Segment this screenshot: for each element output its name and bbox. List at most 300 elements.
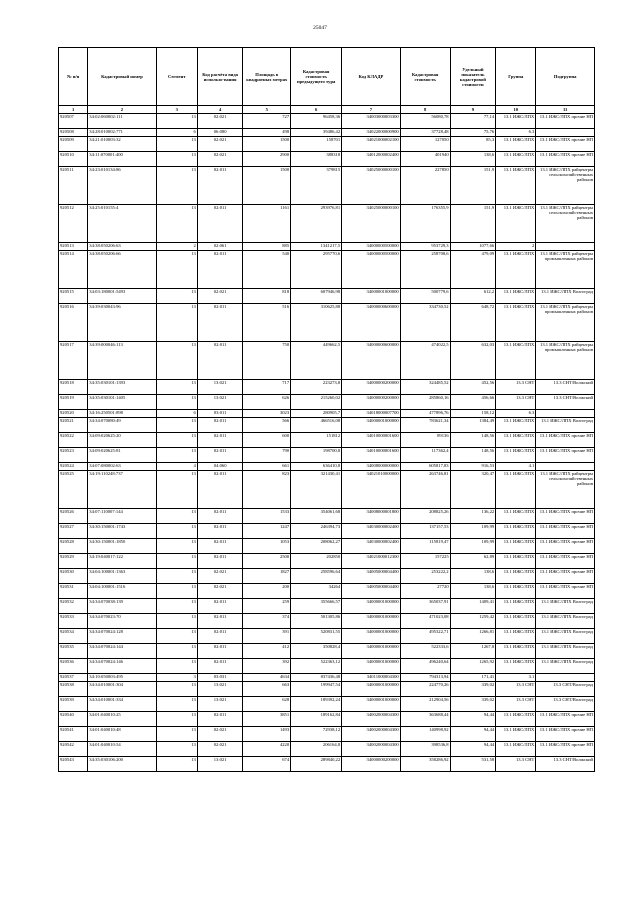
row-number-cell: 920531 <box>59 584 88 599</box>
segment-cell: 13 <box>156 554 197 569</box>
column-number: 11 <box>536 106 595 114</box>
group-cell: 13.1 ИЖС/ЛПХ <box>496 742 536 757</box>
area-cell: 1493 <box>243 727 291 742</box>
specific-cost-cell: 85,3 <box>450 137 496 152</box>
previous-cost-cell: 293976,81 <box>291 205 342 243</box>
area-cell: 1500 <box>243 137 291 152</box>
cadastral-number-cell: 34:34:010001:304 <box>88 682 156 697</box>
table-row <box>59 757 595 772</box>
specific-cost-cell: 158,12 <box>450 410 496 418</box>
segment-cell: 13 <box>156 712 197 727</box>
specific-cost-cell: 456,66 <box>450 395 496 410</box>
cadastral-number-cell: 34:34:070023:70 <box>88 614 156 629</box>
column-number: 4 <box>197 106 243 114</box>
table-row <box>59 418 595 433</box>
segment-cell: 13 <box>156 584 197 599</box>
specific-cost-cell: 138,6 <box>450 569 496 584</box>
subgroup-cell: 13.1 ИЖС/ЛПХ прочие НП <box>536 137 595 152</box>
table-row <box>59 304 595 342</box>
cadastral-number-cell: 34:30:150001:1850 <box>88 539 156 554</box>
previous-cost-cell: 501305,86 <box>291 614 342 629</box>
specific-cost-cell: 62,89 <box>450 554 496 569</box>
kladr-code-cell: 34030000002400 <box>342 539 401 554</box>
cadastral-cost-cell: 127050 <box>400 137 450 152</box>
kladr-code-cell: 34000001000000 <box>342 289 401 304</box>
cadastral-cost-cell: 263746,81 <box>400 471 450 509</box>
table-row <box>59 569 595 584</box>
area-cell: 600 <box>243 433 291 448</box>
kladr-code-cell: 34025000000100 <box>342 167 401 205</box>
table-row <box>59 395 595 410</box>
previous-cost-cell: 34264 <box>291 584 342 599</box>
subgroup-cell: 13.1 ИЖС/ЛПХ прочие НП <box>536 114 595 129</box>
subgroup-cell: 13.1 ИЖС/ЛПХ прочие НП <box>536 448 595 463</box>
specific-cost-cell: 171,41 <box>450 674 496 682</box>
cadastral-number-cell: 34:10:050003:495 <box>88 674 156 682</box>
previous-cost-cell: 636410,8 <box>291 463 342 471</box>
previous-cost-cell: 350828,4 <box>291 644 342 659</box>
previous-cost-cell: 388318 <box>291 152 342 167</box>
area-cell: 2500 <box>243 554 291 569</box>
cadastral-cost-cell: 89136 <box>400 433 450 448</box>
kladr-code-cell: 34018000007700 <box>342 410 401 418</box>
subgroup-cell: 13.1 ИЖС/ЛПХ райцентры промышленных районов <box>536 342 595 380</box>
cadastral-number-cell: 34:39:030043:96 <box>88 304 156 342</box>
cadastral-number-cell: 34:38:050206:63 <box>88 243 156 251</box>
cadastral-cost-cell: 176355,9 <box>400 205 450 243</box>
kladr-code-cell: 34021000002100 <box>342 137 401 152</box>
previous-cost-cell: 321430,41 <box>291 471 342 509</box>
specific-cost-cell: 94,44 <box>450 712 496 727</box>
subgroup-cell: 13.3 СНТ/Волгоград <box>536 682 595 697</box>
specific-cost-cell: 151,9 <box>450 167 496 205</box>
kladr-code-cell: 34000001000000 <box>342 614 401 629</box>
usage-code-cell: 02:021 <box>197 569 243 584</box>
segment-cell: 13 <box>156 471 197 509</box>
previous-cost-cell: 379815 <box>291 167 342 205</box>
column-header: Площадь в квадратных метрах <box>243 48 291 106</box>
subgroup-cell: 13.1 ИЖС/ЛПХ Волгоград <box>536 599 595 614</box>
usage-code-cell: 02:011 <box>197 418 243 433</box>
cadastral-number-cell: 34:07:110007:144 <box>88 509 156 524</box>
table-row <box>59 509 595 524</box>
table-row <box>59 433 595 448</box>
cadastral-cost-cell: 496240,64 <box>400 659 450 674</box>
specific-cost-cell: 94,44 <box>450 727 496 742</box>
usage-code-cell: 13:021 <box>197 697 243 712</box>
previous-cost-cell: 258596,64 <box>291 569 342 584</box>
subgroup-cell: 13.1 ИЖС/ЛПХ прочие НП <box>536 742 595 757</box>
segment-cell: 13 <box>156 304 197 342</box>
row-number-cell: 920522 <box>59 433 88 448</box>
row-number-cell: 920523 <box>59 448 88 463</box>
previous-cost-cell: 466516,08 <box>291 418 342 433</box>
segment-cell: 13 <box>156 342 197 380</box>
area-cell: 1053 <box>243 539 291 554</box>
row-number-cell: 920509 <box>59 137 88 152</box>
area-cell: 200 <box>243 584 291 599</box>
row-number-cell: 920525 <box>59 471 88 509</box>
usage-code-cell: 02:011 <box>197 167 243 205</box>
cadastral-cost-cell: 137157,53 <box>400 524 450 539</box>
area-cell: 391 <box>243 629 291 644</box>
cadastral-number-cell: 34:01:040010:54 <box>88 742 156 757</box>
cadastral-number-cell: 34:25:010155:4 <box>88 205 156 243</box>
segment-cell: 13 <box>156 727 197 742</box>
cadastral-register-table <box>58 47 595 772</box>
row-number-cell: 920507 <box>59 114 88 129</box>
cadastral-cost-cell: 500779,6 <box>400 289 450 304</box>
cadastral-number-cell: 34:39:000046:113 <box>88 342 156 380</box>
segment-cell: 13 <box>156 395 197 410</box>
cadastral-number-cell: 34:01:040010:25 <box>88 712 156 727</box>
previous-cost-cell: 607946,98 <box>291 289 342 304</box>
subgroup-cell: 13.3 СНТ/Волжский <box>536 395 595 410</box>
table-row <box>59 463 595 471</box>
group-cell: 6.3 <box>496 410 536 418</box>
previous-cost-cell: 223273,8 <box>291 380 342 395</box>
previous-cost-cell: 202850 <box>291 554 342 569</box>
usage-code-cell: 02:011 <box>197 539 243 554</box>
area-cell: 674 <box>243 757 291 772</box>
table-row <box>59 167 595 205</box>
area-cell: 628 <box>243 697 291 712</box>
area-cell: 4634 <box>243 674 291 682</box>
specific-cost-cell: 75,76 <box>450 129 496 137</box>
cadastral-cost-cell: 224770,26 <box>400 682 450 697</box>
segment-cell: 13 <box>156 167 197 205</box>
segment-cell: 13 <box>156 569 197 584</box>
cadastral-number-cell: 34:35:030106:200 <box>88 757 156 772</box>
specific-cost-cell: 339,02 <box>450 682 496 697</box>
cadastral-cost-cell: 253222,2 <box>400 569 450 584</box>
kladr-code-cell: 34000001000000 <box>342 644 401 659</box>
area-cell: 412 <box>243 644 291 659</box>
segment-cell: 13 <box>156 380 197 395</box>
row-number-cell: 920520 <box>59 410 88 418</box>
specific-cost-cell: 1409,41 <box>450 599 496 614</box>
table-row <box>59 674 595 682</box>
column-header: Группа <box>496 48 536 106</box>
cadastral-cost-cell: 471023,08 <box>400 614 450 629</box>
usage-code-cell: 02:011 <box>197 554 243 569</box>
group-cell: 3.1 <box>496 674 536 682</box>
row-number-cell: 920540 <box>59 712 88 727</box>
cadastral-cost-cell: 227850 <box>400 167 450 205</box>
table-row <box>59 410 595 418</box>
column-header: Кадастровый номер <box>88 48 156 106</box>
specific-cost-cell: 1259,42 <box>450 614 496 629</box>
subgroup-cell: 13.1 ИЖС/ЛПХ райцентры сельскохозяйственных районов <box>536 167 595 205</box>
table-row <box>59 251 595 289</box>
row-number-cell: 920526 <box>59 509 88 524</box>
row-number-cell: 920534 <box>59 629 88 644</box>
table-row <box>59 380 595 395</box>
previous-cost-cell: 520831,55 <box>291 629 342 644</box>
row-number-cell: 920539 <box>59 697 88 712</box>
area-cell: 2900 <box>243 152 291 167</box>
specific-cost-cell: 916,53 <box>450 463 496 471</box>
cadastral-cost-cell: 285860,16 <box>400 395 450 410</box>
area-cell: 661 <box>243 463 291 471</box>
previous-cost-cell: 158701 <box>291 137 342 152</box>
usage-code-cell: 02:011 <box>197 342 243 380</box>
kladr-code-cell: 34000000600000 <box>342 304 401 342</box>
kladr-code-cell: 34000000600000 <box>342 342 401 380</box>
subgroup-cell: 13.1 ИЖС/ЛПХ райцентры промышленных районов <box>536 304 595 342</box>
specific-cost-cell: 648,72 <box>450 304 496 342</box>
row-number-cell: 920510 <box>59 152 88 167</box>
segment-cell: 13 <box>156 659 197 674</box>
row-number-cell: 920524 <box>59 463 88 471</box>
usage-code-cell: 13:021 <box>197 682 243 697</box>
previous-cost-cell: 1341217,5 <box>291 243 342 251</box>
group-cell: 13.1 ИЖС/ЛПХ <box>496 569 536 584</box>
kladr-code-cell: 34008000001800 <box>342 509 401 524</box>
kladr-code-cell: 34000000500000 <box>342 251 401 289</box>
specific-cost-cell: 136,22 <box>450 509 496 524</box>
row-number-cell: 920536 <box>59 659 88 674</box>
specific-cost-cell: 138,6 <box>450 152 496 167</box>
group-cell: 13.1 ИЖС/ЛПХ <box>496 433 536 448</box>
column-header: Кадастровая стоимость <box>400 48 450 106</box>
area-cell: 818 <box>243 289 291 304</box>
subgroup-cell: 13.1 ИЖС/ЛПХ прочие НП <box>536 554 595 569</box>
cadastral-cost-cell: 258708,6 <box>400 251 450 289</box>
usage-code-cell: 02:021 <box>197 137 243 152</box>
column-header: Кадастровая стоимость предыдущего тура <box>291 48 342 106</box>
row-number-cell: 920543 <box>59 757 88 772</box>
cadastral-cost-cell: 117362,4 <box>400 448 450 463</box>
cadastral-number-cell: 34:19:110248:737 <box>88 471 156 509</box>
kladr-code-cell: 34000001000000 <box>342 418 401 433</box>
group-cell: 13.1 ИЖС/ЛПХ <box>496 304 536 342</box>
previous-cost-cell: 522363,12 <box>291 659 342 674</box>
group-cell: 13.1 ИЖС/ЛПХ <box>496 471 536 509</box>
usage-code-cell: 02:021 <box>197 727 243 742</box>
group-cell: 13.3 СНТ <box>496 380 536 395</box>
row-number-cell: 920511 <box>59 167 88 205</box>
area-cell: 1533 <box>243 509 291 524</box>
group-cell: 13.1 ИЖС/ЛПХ <box>496 712 536 727</box>
table-row <box>59 205 595 243</box>
area-cell: 392 <box>243 659 291 674</box>
cadastral-cost-cell: 324485,52 <box>400 380 450 395</box>
cadastral-number-cell: 34:23:010134:86 <box>88 167 156 205</box>
table-row <box>59 289 595 304</box>
previous-cost-cell: 354061,68 <box>291 509 342 524</box>
table-row <box>59 697 595 712</box>
group-cell: 13.1 ИЖС/ЛПХ <box>496 114 536 129</box>
segment-cell: 13 <box>156 448 197 463</box>
specific-cost-cell: 1266,81 <box>450 629 496 644</box>
cadastral-cost-cell: 794313,94 <box>400 674 450 682</box>
subgroup-cell: 13.1 ИЖС/ЛПХ райцентры сельскохозяйственных районов <box>536 205 595 243</box>
cadastral-number-cell: 34:03:180001:5493 <box>88 289 156 304</box>
subgroup-cell: 13.1 ИЖС/ЛПХ райцентры промышленных районов <box>536 251 595 289</box>
usage-code-cell: 03:011 <box>197 410 243 418</box>
cadastral-number-cell: 34:09:020625:20 <box>88 433 156 448</box>
usage-code-cell: 02:061 <box>197 243 243 251</box>
area-cell: 374 <box>243 614 291 629</box>
subgroup-cell <box>536 674 595 682</box>
cadastral-cost-cell: 334730,52 <box>400 304 450 342</box>
segment-cell: 13 <box>156 289 197 304</box>
usage-code-cell: 13:021 <box>197 380 243 395</box>
area-cell: 750 <box>243 342 291 380</box>
cadastral-number-cell: 34:02:060002:111 <box>88 114 156 129</box>
table-row <box>59 539 595 554</box>
segment-cell: 13 <box>156 205 197 243</box>
segment-cell: 6 <box>156 410 197 418</box>
table-row <box>59 629 595 644</box>
subgroup-cell: 13.1 ИЖС/ЛПХ Волгоград <box>536 289 595 304</box>
previous-cost-cell: 837436,48 <box>291 674 342 682</box>
specific-cost-cell: 77,14 <box>450 114 496 129</box>
kladr-code-cell: 34000000200000 <box>342 757 401 772</box>
specific-cost-cell: 109,99 <box>450 524 496 539</box>
previous-cost-cell: 151812 <box>291 433 342 448</box>
column-header: Подгруппа <box>536 48 595 106</box>
table-row <box>59 614 595 629</box>
segment-cell: 3 <box>156 674 197 682</box>
usage-code-cell: 13:021 <box>197 395 243 410</box>
cadastral-cost-cell: 365037,91 <box>400 599 450 614</box>
usage-code-cell: 02:011 <box>197 509 243 524</box>
table-row <box>59 742 595 757</box>
previous-cost-cell: 295770,6 <box>291 251 342 289</box>
usage-code-cell: 13:021 <box>197 757 243 772</box>
usage-code-cell: 02:011 <box>197 304 243 342</box>
cadastral-cost-cell: 401940 <box>400 152 450 167</box>
usage-code-cell: 02:021 <box>197 289 243 304</box>
group-cell: 13.1 ИЖС/ЛПХ <box>496 629 536 644</box>
cadastral-cost-cell: 115819,47 <box>400 539 450 554</box>
group-cell: 13.1 ИЖС/ЛПХ <box>496 342 536 380</box>
subgroup-cell <box>536 463 595 471</box>
cadastral-number-cell: 34:35:030101:1393 <box>88 380 156 395</box>
segment-cell: 13 <box>156 152 197 167</box>
kladr-code-cell: 34030000002400 <box>342 524 401 539</box>
table-row <box>59 152 595 167</box>
table-row <box>59 712 595 727</box>
group-cell: 13.1 ИЖС/ЛПХ <box>496 614 536 629</box>
subgroup-cell: 13.1 ИЖС/ЛПХ прочие НП <box>536 152 595 167</box>
table-row <box>59 448 595 463</box>
row-number-cell: 920537 <box>59 674 88 682</box>
row-number-cell: 920527 <box>59 524 88 539</box>
table-row <box>59 137 595 152</box>
kladr-code-cell: 34021010000000 <box>342 471 401 509</box>
subgroup-cell: 13.1 ИЖС/ЛПХ Волгоград <box>536 629 595 644</box>
group-cell: 13.1 ИЖС/ЛПХ <box>496 539 536 554</box>
usage-code-cell: 02:011 <box>197 712 243 727</box>
group-cell: 13.1 ИЖС/ЛПХ <box>496 524 536 539</box>
cadastral-number-cell: 34:19:040017:122 <box>88 554 156 569</box>
segment-cell: 13 <box>156 539 197 554</box>
usage-code-cell: 02:011 <box>197 524 243 539</box>
segment-cell: 2 <box>156 243 197 251</box>
usage-code-cell: 02:011 <box>197 251 243 289</box>
row-number-cell: 920516 <box>59 304 88 342</box>
kladr-code-cell: 34003000003300 <box>342 114 401 129</box>
usage-code-cell: 02:011 <box>197 644 243 659</box>
specific-cost-cell: 94,44 <box>450 742 496 757</box>
previous-cost-cell: 215260,02 <box>291 395 342 410</box>
group-cell: 13.1 ИЖС/ЛПХ <box>496 644 536 659</box>
segment-cell: 13 <box>156 682 197 697</box>
group-cell: 13.1 ИЖС/ЛПХ <box>496 152 536 167</box>
cadastral-cost-cell: 474022,5 <box>400 342 450 380</box>
usage-code-cell: 02:021 <box>197 152 243 167</box>
cadastral-number-cell: 34:04:100001:1516 <box>88 584 156 599</box>
segment-cell: 13 <box>156 418 197 433</box>
previous-cost-cell: 39486,42 <box>291 129 342 137</box>
group-cell: 13.1 ИЖС/ЛПХ <box>496 554 536 569</box>
row-number-cell: 920533 <box>59 614 88 629</box>
table-row <box>59 584 595 599</box>
cadastral-cost-cell: 140998,92 <box>400 727 450 742</box>
cadastral-number-cell: 34:16:250501:898 <box>88 410 156 418</box>
cadastral-cost-cell: 37728,48 <box>400 129 450 137</box>
subgroup-cell <box>536 410 595 418</box>
segment-cell: 13 <box>156 137 197 152</box>
previous-cost-cell: 72938,12 <box>291 727 342 742</box>
specific-cost-cell: 452,56 <box>450 380 496 395</box>
area-cell: 566 <box>243 418 291 433</box>
cadastral-number-cell: 34:21:010003:32 <box>88 137 156 152</box>
area-cell: 516 <box>243 304 291 342</box>
group-cell: 13.1 ИЖС/ЛПХ <box>496 205 536 243</box>
group-cell: 6.3 <box>496 129 536 137</box>
table-row <box>59 524 595 539</box>
row-number-cell: 920529 <box>59 554 88 569</box>
subgroup-cell: 13.1 ИЖС/ЛПХ прочие НП <box>536 509 595 524</box>
area-cell: 4220 <box>243 742 291 757</box>
cadastral-cost-cell: 477896,76 <box>400 410 450 418</box>
column-header: Код КЛАДР <box>342 48 401 106</box>
column-number: 6 <box>291 106 342 114</box>
segment-cell: 13 <box>156 757 197 772</box>
specific-cost-cell: 1267,8 <box>450 644 496 659</box>
cadastral-number-cell: 34:30:150001:1743 <box>88 524 156 539</box>
previous-cost-cell: 199947,54 <box>291 682 342 697</box>
table-row <box>59 471 595 509</box>
area-cell: 498 <box>243 129 291 137</box>
usage-code-cell: 03:031 <box>197 674 243 682</box>
specific-cost-cell: 1265,92 <box>450 659 496 674</box>
row-number-cell: 920542 <box>59 742 88 757</box>
previous-cost-cell: 449662,5 <box>291 342 342 380</box>
table-row <box>59 129 595 137</box>
cadastral-cost-cell: 522333,6 <box>400 644 450 659</box>
kladr-code-cell: 34000001000000 <box>342 629 401 644</box>
cadastral-number-cell: 34:11:070001:400 <box>88 152 156 167</box>
previous-cost-cell: 189392,24 <box>291 697 342 712</box>
specific-cost-cell: 109,99 <box>450 539 496 554</box>
column-number: 1 <box>59 106 88 114</box>
previous-cost-cell: 206164,8 <box>291 742 342 757</box>
subgroup-cell: 13.1 ИЖС/ЛПХ прочие НП <box>536 433 595 448</box>
area-cell: 1827 <box>243 569 291 584</box>
cadastral-number-cell: 34:07:080002:63 <box>88 463 156 471</box>
row-number-cell: 920532 <box>59 599 88 614</box>
kladr-code-cell: 34002000004300 <box>342 712 401 727</box>
segment-cell: 13 <box>156 433 197 448</box>
cadastral-cost-cell: 783621,34 <box>400 418 450 433</box>
previous-cost-cell: 96458,36 <box>291 114 342 129</box>
kladr-code-cell: 34000001000000 <box>342 599 401 614</box>
